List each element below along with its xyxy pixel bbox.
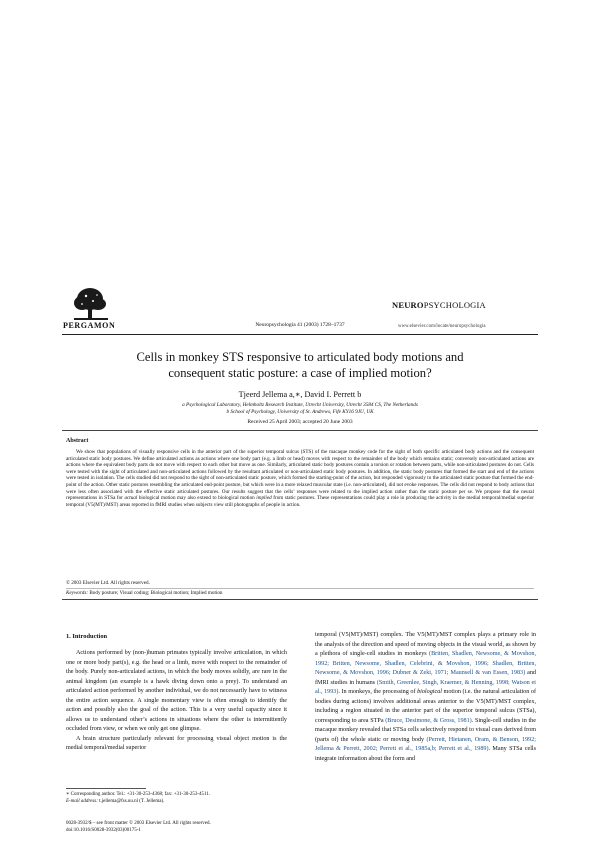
abstract-copyright: © 2003 Elsevier Ltd. All rights reserved. (66, 580, 150, 586)
affiliation-b: b School of Psychology, University of St. Andrews, Fife KY16 9JU, UK (226, 409, 374, 415)
right-text-e: . Single-cell studies in the macaque monkey revealed that STSa cells selectively respond to visual cues derived from (parts of) the whole static or moving body (315, 717, 536, 743)
intro-paragraph-2: A brain structure particularly relevant for processing visual object motion is the medial temporal/medial superior (66, 735, 287, 751)
journal-name-rest: PSYCHOLOGIA (423, 300, 486, 310)
citation-link-4[interactable]: (Perrett, Hietanen, Oram, & Benson, 1992; Jellema & Perrett, 2002; Perrett et al., 1985a,b; Perrett et al., 1989) (315, 736, 536, 752)
citation-link-3[interactable]: (Bruce, Desimone, & Gross, 1981) (385, 717, 472, 724)
header-divider (62, 334, 538, 335)
intro-paragraph-1: Actions performed by (non-)human primates typically involve articulation, in which one or more body part(s), e.g. the head or a limb, move with respect to the remainder of the body. Purely non-articulated actions, in which the body moves solidly, are rare in the animal kingdom (an example is a hawk diving down onto a prey). To understand an articulated action performed by another individual, we do not necessarily have to witness the entire action sequence. A single momentary view is often enough to identify the action and possibly also the goal of the action. This is a very useful capacity since it allows us to understand other’s actions in situations where the other is intermittently occluded from view, or when we only get one glimpse. (66, 650, 287, 732)
corresponding-author-footnote (66, 791, 287, 805)
right-text-b: and fMRI studies in humans (315, 670, 536, 686)
abstract-bottom-divider (62, 599, 538, 600)
footnote-email[interactable]: t.jellema@fss.uu.nl (T. Jellema). (97, 799, 165, 804)
body-right-column (315, 631, 536, 764)
doi-line[interactable]: doi:10.1016/S0028-3932(03)00175-1 (66, 828, 141, 833)
abstract-emphasis-implied: implied (256, 495, 272, 502)
journal-citation: Neuropsychologia 41 (2003) 1728–1737 (255, 322, 345, 328)
footnote-divider (66, 788, 146, 789)
abstract-body (66, 449, 534, 508)
abstract-text-part-3: from static postures. These representations could play a role in producing the activity in the medial temporal/medial superior temporal (V5(MT)/MST) areas reported in fMRI studies when subjects view still photographs of people in action. (66, 495, 534, 508)
paper-title (60, 350, 540, 381)
keywords-divider (66, 588, 534, 589)
issn-line: 0028-3932/$ – see front matter © 2003 Elsevier Ltd. All rights reserved. (66, 821, 211, 826)
abstract-heading: Abstract (66, 438, 89, 444)
right-emphasis-biological: biological (417, 689, 442, 695)
journal-name (392, 300, 486, 310)
right-text-d: motion (i.e. the natural articulation of bodies during actions) involves additional areas anterior to the V5(MT)/MST complex, including a region situated in the anterior part of the superior temporal sulcus (STSa), corresponding to area STPa (315, 689, 536, 724)
title-line-2: consequent static posture: a case of implied motion? (168, 365, 432, 380)
right-text-c: . In monkeys, the processing of (338, 689, 418, 695)
footnote-email-label: E-mail address: (66, 799, 98, 804)
keywords-label: Keywords: (66, 590, 89, 596)
section-heading-introduction: 1. Introduction (66, 633, 108, 640)
footnote-contact: ∗ Corresponding author. Tel.: +31-30-253-4368; fax: +31-30-253-4511. (66, 792, 211, 797)
journal-url-link[interactable]: www.elsevier.com/locate/neuropsychologia (398, 324, 486, 329)
abstract-text-part-1: We show that populations of visually responsive cells in the anterior part of the superior temporal sulcus (STS) of the macaque monkey code for the sight of both specific articulated body actions and the consequent articulated static body postures. We define articulated actions as actions where one body part (e.g. a limb or head) moves with respect to the remainder of the body which remains static; conversely non-articulated actions are actions where the equivalent body parts do not move with respect to each other but move as one. Similarly, articulated static body postures contain a torsion or rotation between parts, while non-articulated postures do not. Cells were tested with the sight of articulated and non-articulated actions followed by the resultant articulated or non-articulated static body postures. In addition, the static body postures that formed the start and end of the actions were tested in isolation. The cells studied did not respond to the sight of non-articulated static posture, which formed the starting-point of the action, but responded vigorously to the articulated static posture that formed the end-point of the action. Other static postures resembling the articulated end-point posture, but which were in a more relaxed muscular state (i.e. non-articulated), did not evoke responses. The cells did not respond to body actions that were less often associated with the effective static articulated postures. Our results suggest that the cells’ responses were related to the implied action rather than the static posture per se. We propose that the neural representations in STSa for (66, 449, 534, 502)
footnote-email-line (66, 798, 287, 805)
keywords-line (66, 590, 222, 596)
abstract-emphasis-actual: actual (124, 495, 138, 502)
journal-name-bold: NEURO (392, 300, 424, 310)
title-line-1: Cells in monkey STS responsive to articulated body motions and (136, 350, 464, 364)
received-accepted-dates: Received 25 April 2003; accepted 20 June 2003 (247, 419, 353, 425)
abstract-text-part-2: biological motion may also extend to biological motion (137, 495, 257, 502)
issn-doi-block (66, 820, 296, 834)
body-left-column (66, 649, 287, 754)
abstract-top-divider (62, 430, 538, 431)
author-list: Tjeerd Jellema a,∗, David I. Perrett b (238, 390, 362, 399)
right-text-f: . Many STSa cells integrate information about the form and (315, 746, 537, 762)
publisher-name: PERGAMON (63, 321, 116, 330)
citation-link-1[interactable]: (Britten, Shadlen, Newsome, & Movshon, 1992; Britten, Newsome, Shadlen, Celebrini, & Movshon, 1996; Shadlen, Britten, Newsome, & Movshon, 1996; Dubner & Zeki, 1971; Maunsell & van Essen, 1983) (315, 651, 537, 676)
affiliation-a: a Psychological Laboratory, Helmholtz Research Institute, Utrecht University, Utrecht 3584 CS, The Netherlands (182, 402, 418, 408)
citation-link-2[interactable]: (Smith, Greenlee, Singh, Kraemer, & Henning, 1998; Watson et al., 1993) (315, 679, 536, 695)
keywords-list: Body posture; Visual coding; Biological motion; Implied motion (88, 590, 223, 596)
right-text-a: temporal (V5(MT)/MST) complex. The V5(MT)/MST complex plays a primary role in the analysis of the direction and speed of moving objects in the visual world, as shown by a plethora of single-cell studies in monkeys (315, 632, 536, 657)
